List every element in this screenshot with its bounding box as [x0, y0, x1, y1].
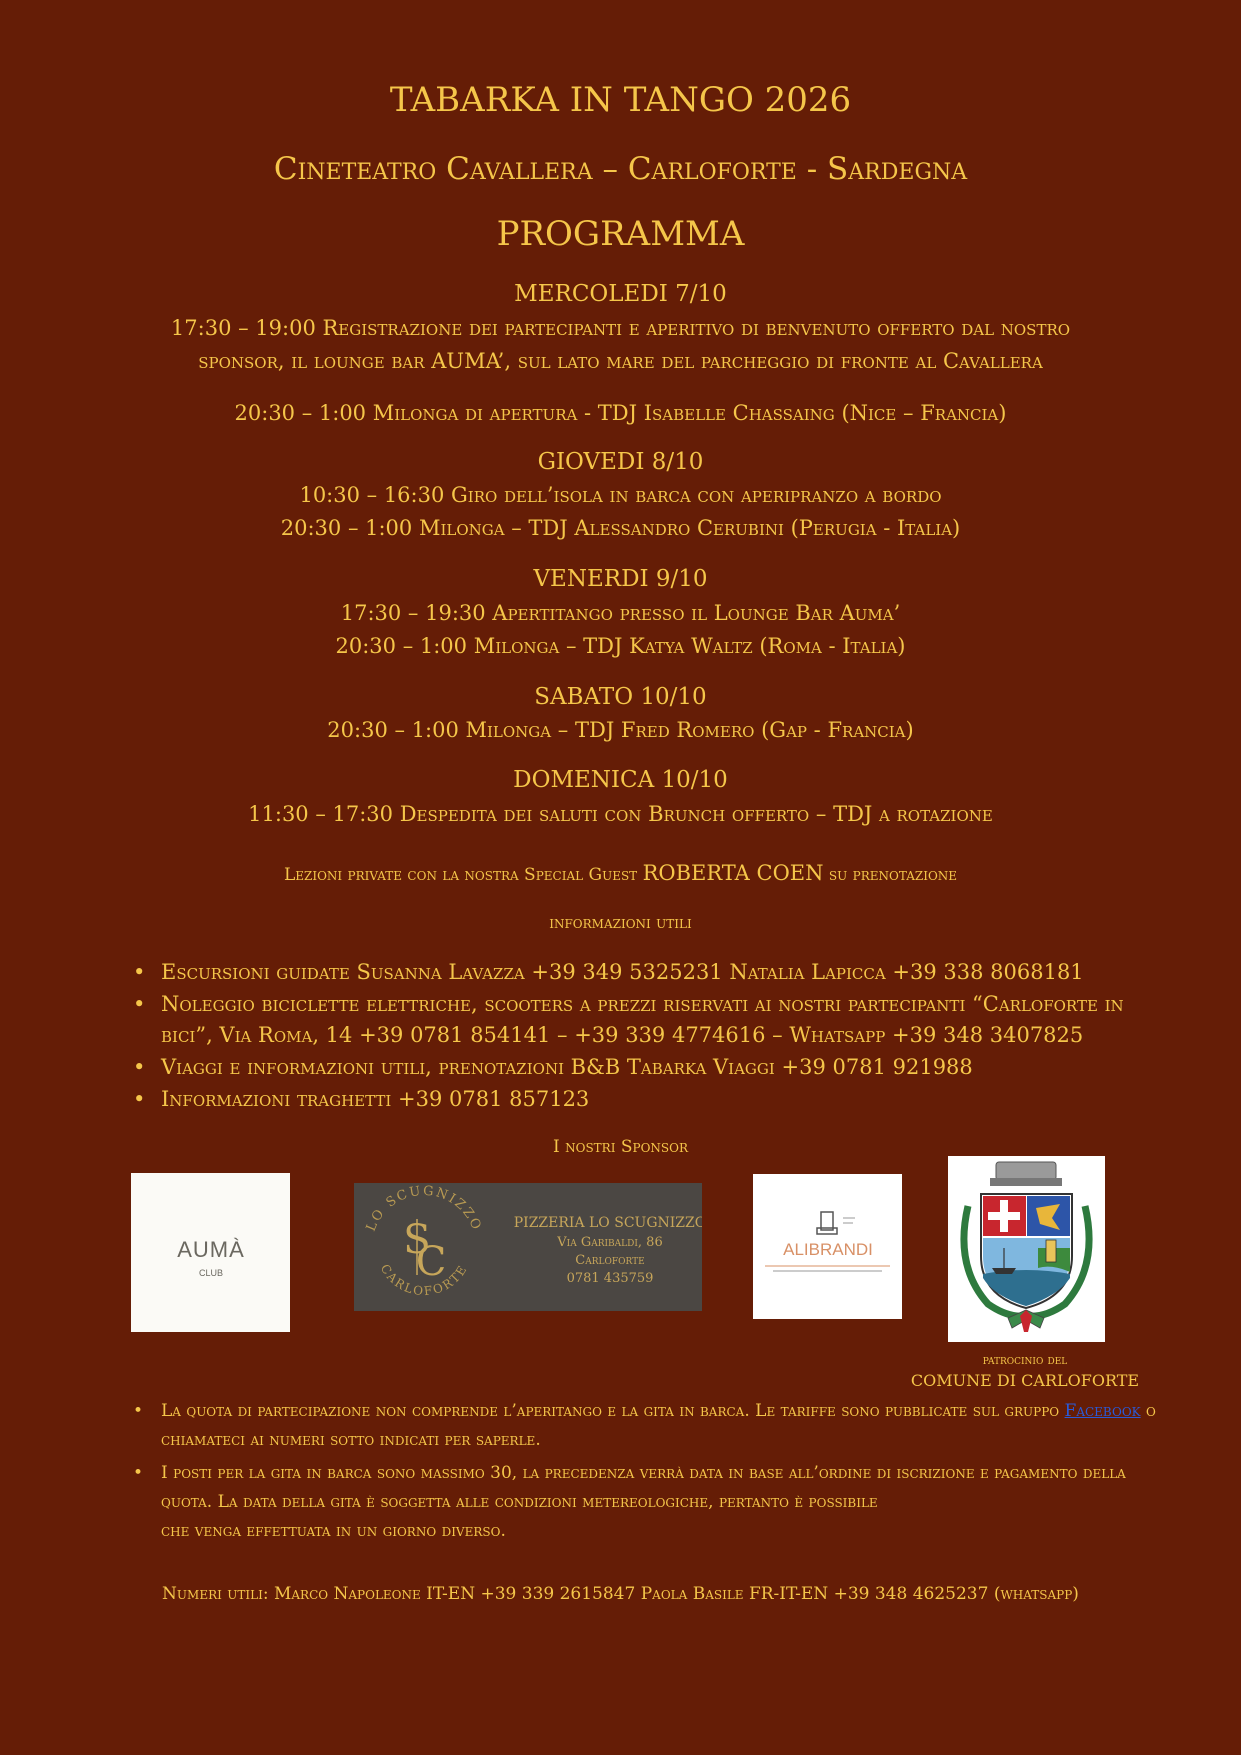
scugnizzo-monogram: C — [415, 1239, 447, 1285]
list-item: • Noleggio biciclette elettriche, scooters a prezzi riservati ai nostri partecipanti “Carloforte in bici”, Via Roma, 14 +39 0781 854141 – +39 339 4774616 – Whatsapp +39 348 3407825 — [127, 989, 1167, 1051]
day-heading-venerdi: VENERDI 9/10 — [533, 566, 708, 592]
scugnizzo-ring-bottom: CARLOFORTE — [377, 1261, 471, 1299]
list-item — [127, 1397, 1167, 1455]
lessons-text: Lezioni private con la nostra Special Guest — [283, 865, 643, 885]
quota-text: La quota di partecipazione non comprende l’aperitango e la gita in barca. Le tariffe sono pubblicate sul gruppo — [161, 1401, 1065, 1421]
scugnizzo-ring-top: LO SCUGNIZZO — [363, 1183, 485, 1234]
event-title: TABARKA IN TANGO 2026 — [389, 80, 852, 120]
special-guest-name: ROBERTA COEN — [642, 861, 824, 885]
info-list — [127, 957, 1167, 1116]
day-heading-mercoledi: MERCOLEDI 7/10 — [514, 281, 727, 307]
list-item: • Escursioni guidate Susanna Lavazza +39 349 5325231 Natalia Lapicca +39 338 8068181 — [127, 957, 1167, 988]
event-line: 17:30 – 19:00 Registrazione dei partecipanti e aperitivo di benvenuto offerto dal nostro — [170, 316, 1071, 340]
event-line: 17:30 – 19:30 Apertitango presso il Lounge Bar Auma’ — [340, 601, 901, 625]
day-heading-sabato: SABATO 10/10 — [534, 684, 707, 710]
quota-text: o chiamateci ai numeri sotto indicati per saperle. — [161, 1401, 1156, 1450]
list-item: • Informazioni traghetti +39 0781 857123 — [127, 1084, 1167, 1115]
event-line: 20:30 – 1:00 Milonga di apertura - TDJ Isabelle Chassaing (Nice – Francia) — [234, 401, 1007, 425]
event-line: 11:30 – 17:30 Despedita dei saluti con Brunch offerto – TDJ a rotazione — [248, 802, 993, 826]
auma-logo-sub: club — [198, 1264, 224, 1279]
notes-list — [127, 1397, 1167, 1550]
gita-text: che venga effettuata in un giorno diverso. — [161, 1521, 506, 1541]
alibrandi-name: ALIBRANDI — [783, 1240, 873, 1259]
carloforte-coat-of-arms — [948, 1156, 1105, 1342]
patronage-label: patrocinio del — [982, 1353, 1068, 1368]
useful-numbers: Numeri utili: Marco Napoleone IT-EN +39 339 2615847 Paola Basile FR-IT-EN +39 348 4625237 (whatsapp) — [162, 1584, 1079, 1604]
patronage-name: COMUNE DI CARLOFORTE — [910, 1371, 1140, 1390]
auma-club-logo — [131, 1173, 290, 1332]
pizzeria-lo-scugnizzo-logo — [354, 1183, 702, 1311]
event-line: 20:30 – 1:00 Milonga – TDJ Alessandro Cerubini (Perugia - Italia) — [280, 516, 961, 540]
program-heading: PROGRAMMA — [496, 214, 745, 254]
day-heading-giovedi: GIOVEDI 8/10 — [537, 449, 704, 475]
list-item — [127, 1459, 1167, 1546]
sponsors-heading: I nostri Sponsor — [552, 1137, 688, 1157]
alibrandi-logo — [753, 1174, 902, 1319]
scugnizzo-phone: 0781 435759 — [566, 1271, 654, 1286]
scugnizzo-address: Via Garibaldi, 86 — [557, 1235, 663, 1250]
lessons-line — [0, 861, 1241, 885]
lessons-text: su prenotazione — [823, 865, 958, 885]
info-heading: informazioni utili — [549, 913, 692, 933]
event-line: 20:30 – 1:00 Milonga – TDJ Fred Romero (Gap - Francia) — [327, 718, 914, 742]
list-item: • Viaggi e informazioni utili, prenotazioni B&B Tabarka Viaggi +39 0781 921988 — [127, 1052, 1167, 1083]
event-line: 20:30 – 1:00 Milonga – TDJ Katya Waltz (Roma - Italia) — [335, 634, 906, 658]
scugnizzo-monogram: S — [403, 1217, 431, 1263]
event-line: sponsor, il lounge bar AUMA’, sul lato mare del parcheggio di fronte al Cavallera — [198, 349, 1043, 373]
gita-text: I posti per la gita in barca sono massimo 30, la precedenza verrà data in base all’ordine di iscrizione e pagamento della quota. La data della gita è soggetta alle condizioni metereologiche, pertanto è possibile — [161, 1463, 1126, 1512]
day-heading-domenica: DOMENICA 10/10 — [513, 767, 728, 793]
auma-logo-text: aumà — [177, 1229, 245, 1264]
facebook-link[interactable]: Facebook — [1064, 1401, 1141, 1421]
scugnizzo-name: PIZZERIA LO SCUGNIZZO — [513, 1215, 702, 1231]
venue-line: Cineteatro Cavallera – Carloforte - Sardegna — [273, 151, 968, 187]
scugnizzo-city: Carloforte — [575, 1253, 645, 1268]
event-line: 10:30 – 16:30 Giro dell’isola in barca con aperipranzo a bordo — [299, 483, 942, 507]
